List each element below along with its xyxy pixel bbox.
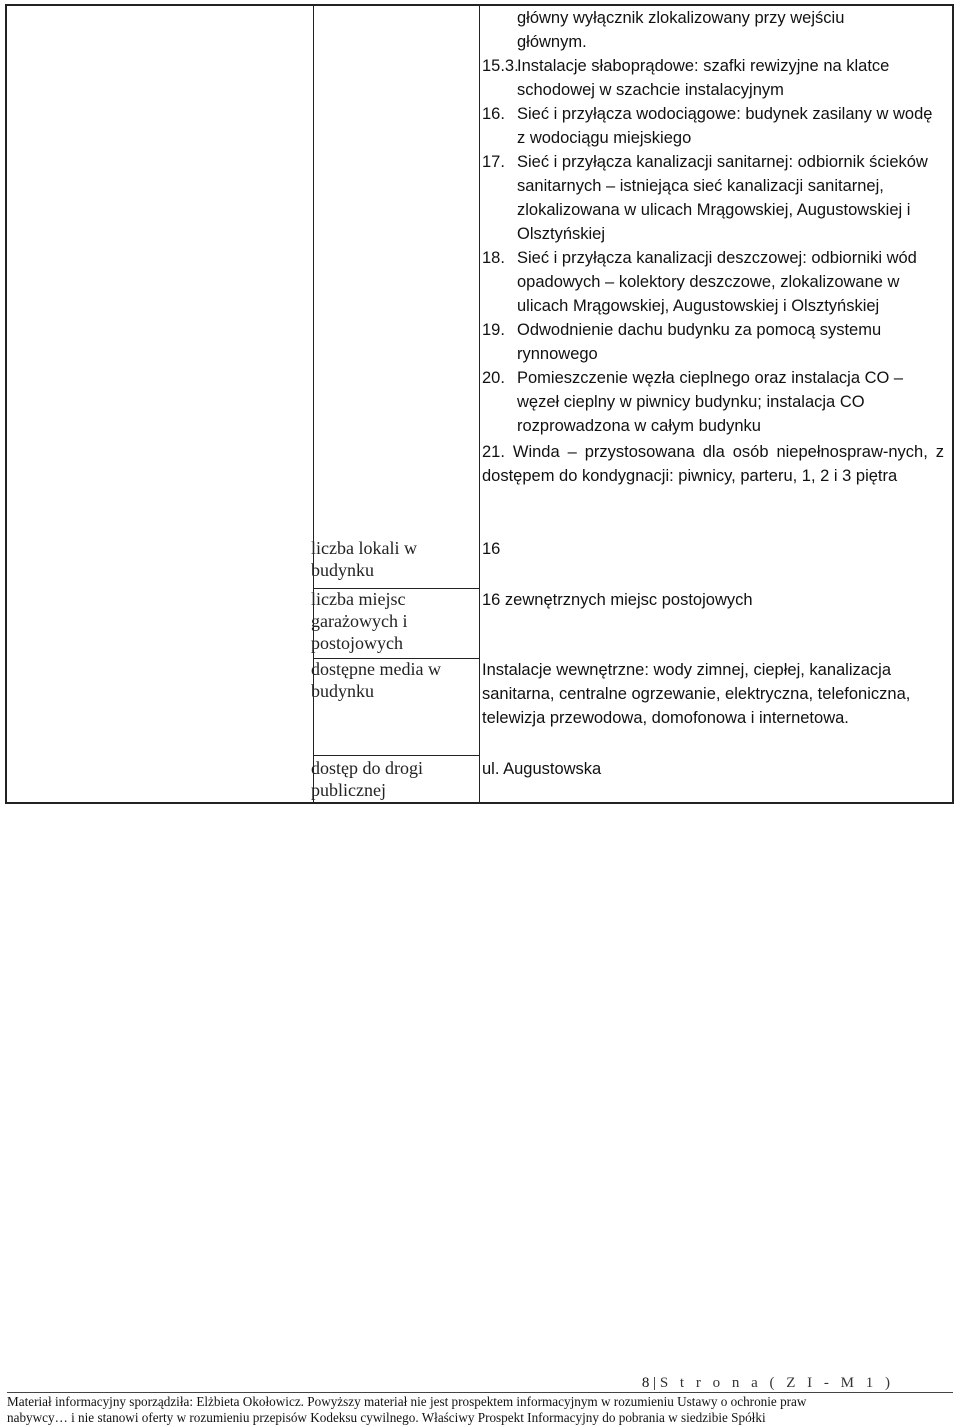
installations-list bbox=[482, 6, 944, 488]
item-number: 19. bbox=[482, 321, 505, 339]
list-item-21: 21. Winda – przystosowana dla osób niepełnospraw-nych, z dostępem do kondygnacji: piwnicy, parteru, 1, 2 i 3 piętra bbox=[482, 443, 944, 485]
page-num: 8 bbox=[641, 1375, 650, 1391]
row-label-road-access: dostęp do drogi publicznej bbox=[311, 758, 423, 800]
item-number: 18. bbox=[482, 249, 505, 267]
list-item bbox=[482, 150, 944, 246]
list-item bbox=[482, 246, 944, 318]
page-number bbox=[642, 1375, 894, 1392]
footer-disclaimer-1: Materiał informacyjny sporządziła: Elżbieta Okołowicz. Powyższy materiał nie jest prospektem informacyjnym w rozumieniu Ustawy o ochronie praw bbox=[7, 1394, 807, 1409]
column-divider-right bbox=[479, 6, 480, 802]
list-item bbox=[482, 102, 944, 150]
item-number: 16. bbox=[482, 105, 505, 123]
intro-line bbox=[482, 6, 944, 54]
item-text: Sieć i przyłącza kanalizacji sanitarnej: odbiornik ścieków sanitarnych – istniejąca sieć kanalizacji sanitarnej, zlokalizowana w ulicach Mrągowskiej, Augustowskiej i Olsztyńskiej bbox=[517, 153, 928, 243]
row-label-utilities: dostępne media w budynku bbox=[311, 659, 441, 701]
item-text: Sieć i przyłącza kanalizacji deszczowej: odbiorniki wód opadowych – kolektory deszczowe, zlokalizowane w ulicach Mrągowskiej, Augustowskiej i Olsztyńskiej bbox=[517, 249, 917, 315]
row-value-utilities: Instalacje wewnętrzne: wody zimnej, ciepłej, kanalizacja sanitarna, centralne ogrzewanie, elektryczna, telefoniczna, telewizja przewodowa, domofonowa i internetowa. bbox=[482, 661, 911, 727]
item-text: Sieć i przyłącza wodociągowe: budynek zasilany w wodę z wodociągu miejskiego bbox=[517, 105, 933, 147]
item-text: Odwodnienie dachu budynku za pomocą systemu rynnowego bbox=[517, 321, 882, 363]
item-number: 15.3. bbox=[482, 57, 519, 75]
page-label: S t r o n a ( Z I - M 1 ) bbox=[659, 1375, 894, 1391]
item-text: Pomieszczenie węzła cieplnego oraz instalacja CO – węzeł cieplny w piwnicy budynku; instalacja CO rozprowadzona w całym budynku bbox=[517, 369, 904, 435]
item-text: Instalacje słaboprądowe: szafki rewizyjne na klatce schodowej w szachcie instalacyjnym bbox=[517, 57, 890, 99]
intro-line-2: głównym. bbox=[517, 33, 587, 51]
page-separator: | bbox=[653, 1375, 660, 1391]
footer-rule bbox=[7, 1392, 953, 1393]
row-divider bbox=[313, 755, 479, 756]
item-number: 20. bbox=[482, 369, 505, 387]
row-label-units: liczba lokali w budynku bbox=[311, 538, 417, 580]
row-value-road-access: ul. Augustowska bbox=[482, 760, 602, 778]
intro-line-1: główny wyłącznik zlokalizowany przy wejściu bbox=[517, 9, 845, 27]
footer-disclaimer-2: nabywcy… i nie stanowi oferty w rozumieniu przepisów Kodeksu cywilnego. Właściwy Prospekt Informacyjny do pobrania w siedzibie Spółki bbox=[7, 1410, 766, 1425]
row-value-units: 16 bbox=[482, 540, 501, 558]
list-item bbox=[482, 318, 944, 366]
list-item bbox=[482, 366, 944, 438]
row-label-parking: liczba miejsc garażowych i postojowych bbox=[311, 589, 408, 653]
row-value-parking: 16 zewnętrznych miejsc postojowych bbox=[482, 591, 753, 609]
list-item bbox=[482, 54, 944, 102]
item-number: 17. bbox=[482, 153, 505, 171]
